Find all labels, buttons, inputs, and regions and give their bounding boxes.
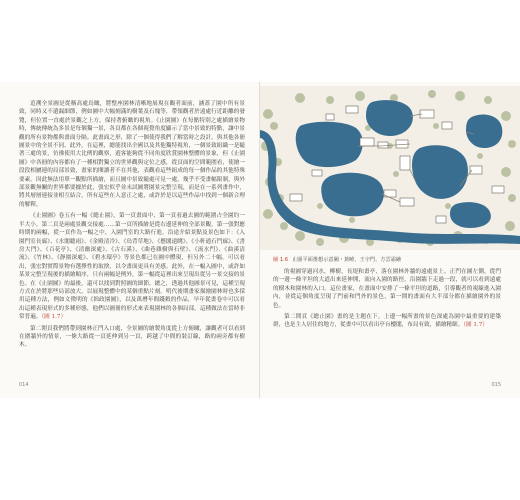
paragraph-text: 追溯全景圖是從稱高處鳥瞰，將整座園林清晰地展現在觀者面前，涵蓋了園中所有景致，同時又不遺漏細節，例如圖中大幅刻滿的樹葉及石塊等，帶領觀者於遠處行近距離的發覽，但位置一直處於景觀之上方，保持著俯瞰的視角。《止園圖》在每點特別之處描繪景物時，傳統傳統為多景是每個獨一景，各頁都在各個視覺角度顯示了當中景致的特點，讓中景觀的所有景物都與畫面分隔。此畫面之形，除了一個使得我們了解當時之設計，與其他各冊圖景中的全景不同。此外，在這裡，總能找出全國以及其他獨特視角，一個景致組織一是隨著三處的景，彷彿使用大比例的觀察，遊客能夠從不同角度欣賞園林整體的景象，但《止園圖》中各冊的內容都有了一種相對獨立的世界觀與定位之感，從頁面的空間範圍看，使繪一段段相屬連的局部景致，畫家的閱讀者不在其他，表觀看這些組成的每一個作品的其他特殊要素。因此無法用單一觀點所描繪，而且圖中景致隨處可見一處，幾乎不受畫幅限制，與外部景觀無關的世界都要據於此，張宏似乎並未試圖將園景完整呈現，而是在一系列畫作中，將其層層連接並相互結合，所有這些在人意正之處，或許於是以這些作品中找到一個新合理的解釋。 [19,101,245,208]
page-number-right: 015 [491,382,501,388]
paragraph-text: 《止園圖》卷五有一幅《總止園》，第一頁畫面中，第一頁看過去圖的範圍占全園約一半大小，第二頁是兩處景觀交接處……第一頁所描繪是從右邊延伸的全部景觀，第一張對應時期的兩幅，從一頁作為一幅之中，入園門室的大路行進，沿途介紹景點及景色如下：《入園門室長廊》、《水閣聽雨》、《金殿清冷》、《鳥背草地》、《懸閣遠眺》、《小軒通石門廊》、《書房大門》、《百花亭》、《清幽深處》、《古石溪》、《曲巷雜樹與石壁》、《流水門》、《曲溪清流》、《竹林》、《靜園深處》、《碧水環亭》等景色都已在圖中體現，但另外二十幅，可以看出，張宏對實際景物有選擇性的取捨，以令畫面更具有美感。此外，在一幅入圖中，或許如某景完整呈現後的描繪順序，只有兩幅是例外，第一幅從這裡出來呈現出從另一景交接的景色。在《止園圖》的最後，還可以找到對照圖的細節，總之，透過其他圖景可見，這種呈現方式在於將那些局部放大，以展現整體中的某個重點片刻。明代後期畫家描繪園林時也多採用這種方法，例如文徵明的《拙政園圖》，以及萬曆年間錢穀的作品，早年從畫卷中可以看出這種表現形式的多種形態，他們以圖冊的形式來表現園林的各個局部，這種做法在當時非常普遍。 [19,213,245,321]
paragraph-text: 的視圖穿過河水，柳樹，長堤和畫亭，落在園林外牆的遠處景上。正門在圖左側，從門的一邊一條平坦的大道出來延伸開，流向入園的路徑，沿園牆下走過一段，就可以看到遠處的樹木和園林的入口。這位畫家，在畫面中安排了一條平坦的道路，引導觀者的視線進入園內，並從這個角度呈現了門前和門外的景色，第一開的畫面有大半部分都在描繪園外的景色。 [273,269,501,309]
paragraph-text: 第二開頁我們將帶到園林正門入口處，全景圖的繪製角度從上方俯瞰，讓觀者可以看到在圍牆外的情景，一條大路從一頁延伸到另一頁，跨越了中間的裝訂線，路的兩旁都有樹木。 [19,325,245,349]
paragraph [19,325,245,350]
paragraph [273,313,501,330]
paragraph-text: 第二開頁《總止園》畫的是主題在下，上邊一幅所畫的景色深處為園中最重要的建築群，也是主人居住的地方，從畫中可以看出亭台樓閣，布局有致，描繪精細。 [273,314,501,329]
book-spread [0,82,520,398]
figure-reference: （圖 1.7） [41,314,67,321]
garden-plan-map [260,86,520,250]
left-body-text [19,100,245,353]
paragraph [19,212,245,321]
figure-reference: （圖 1.7） [463,322,488,329]
paragraph [19,100,245,209]
page-number-left: 014 [19,382,29,388]
paragraph [273,268,501,310]
caption-label: 圖 1.6 [273,257,289,263]
right-page [260,82,520,398]
caption-text: 止園平面推想示意圖・黃曉、王宇門、方雲霜繪 [292,257,402,263]
left-page [0,82,260,398]
pond-main [296,122,363,167]
figure-caption [273,256,401,263]
right-body-text [273,268,501,333]
